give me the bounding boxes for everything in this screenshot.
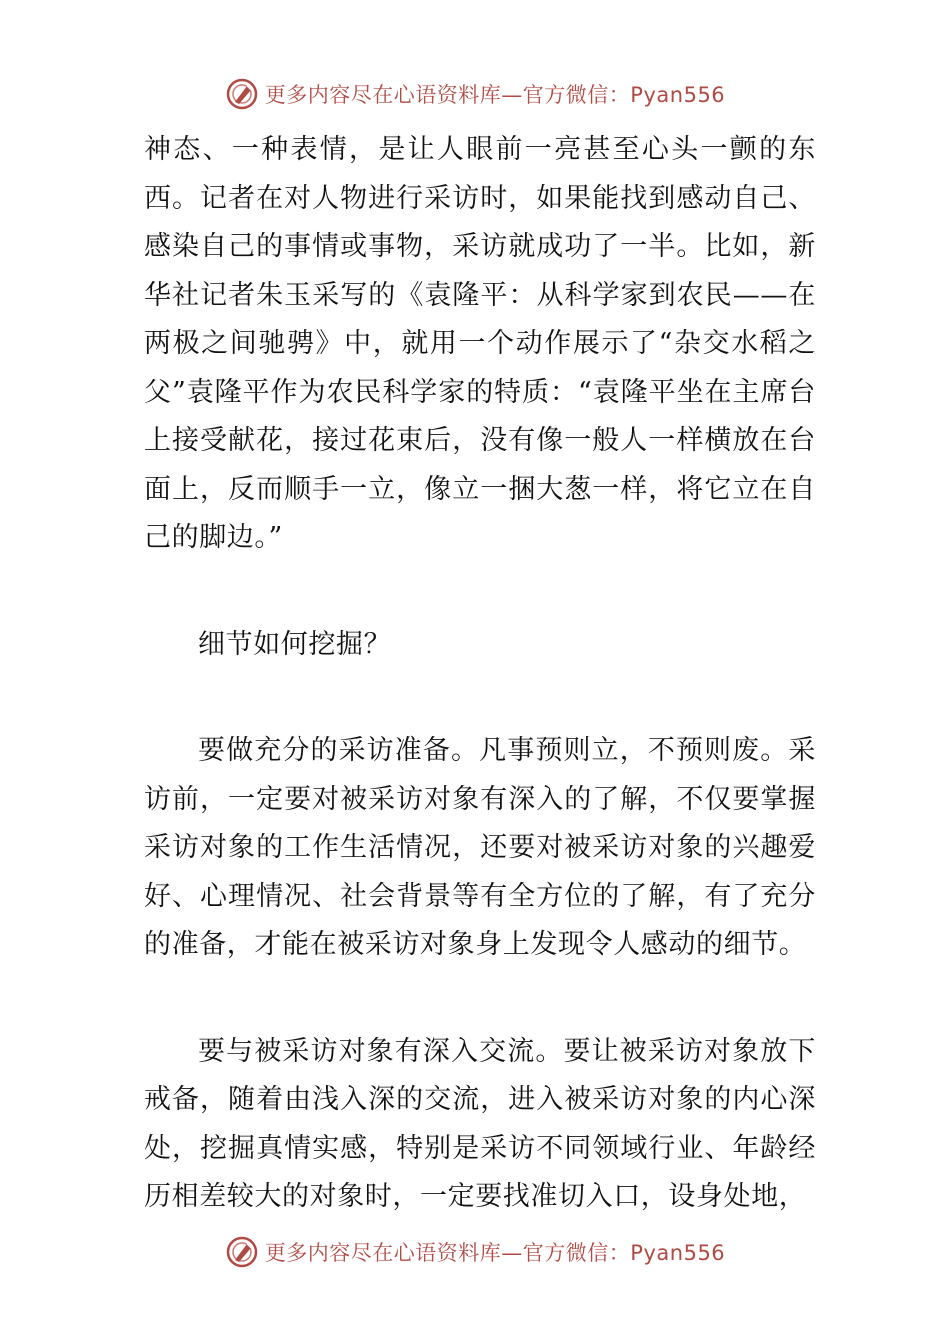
section-question: 细节如何挖掘？: [198, 628, 392, 660]
footer-banner-text: 更多内容尽在心语资料库—官方微信：Pyan556: [264, 1241, 726, 1265]
header-banner: [0, 70, 950, 118]
document-body: [144, 126, 816, 1222]
paragraph-continued: 神态、一种表情，是让人眼前一亮甚至心头一颤的东西。记者在对人物进行采访时，如果能找到感动自己、感染自己的事情或事物，采访就成功了一半。比如，新华社记者朱玉采写的《袁隆平：从科学家到农民——在两极之间驰骋》中，就用一个动作展示了“杂交水稻之父”袁隆平作为农民科学家的特质：“袁隆平坐在主席台上接受献花，接过花束后，没有像一般人一样横放在台面上，反而顺手一立，像立一捆大葱一样，将它立在自己的脚边。”: [144, 134, 816, 553]
footer-banner: [0, 1228, 950, 1276]
paragraph-communication: 要与被采访对象有深入交流。要让被采访对象放下戒备，随着由浅入深的交流，进入被采访对象的内心深处，挖掘真情实感，特别是采访不同领域行业、年龄经历相差较大的对象时，一定要找准切入口，设身处地，: [144, 1035, 816, 1212]
pen-nib-logo-icon: [225, 1235, 259, 1269]
paragraph-preparation: 要做充分的采访准备。凡事预则立，不预则废。采访前，一定要对被采访对象有深入的了解，不仅要掌握采访对象的工作生活情况，还要对被采访对象的兴趣爱好、心理情况、社会背景等有全方位的了解，有了充分的准备，才能在被采访对象身上发现令人感动的细节。: [144, 735, 816, 960]
header-banner-text: 更多内容尽在心语资料库—官方微信：Pyan556: [264, 83, 726, 107]
pen-nib-logo-icon: [225, 77, 259, 111]
